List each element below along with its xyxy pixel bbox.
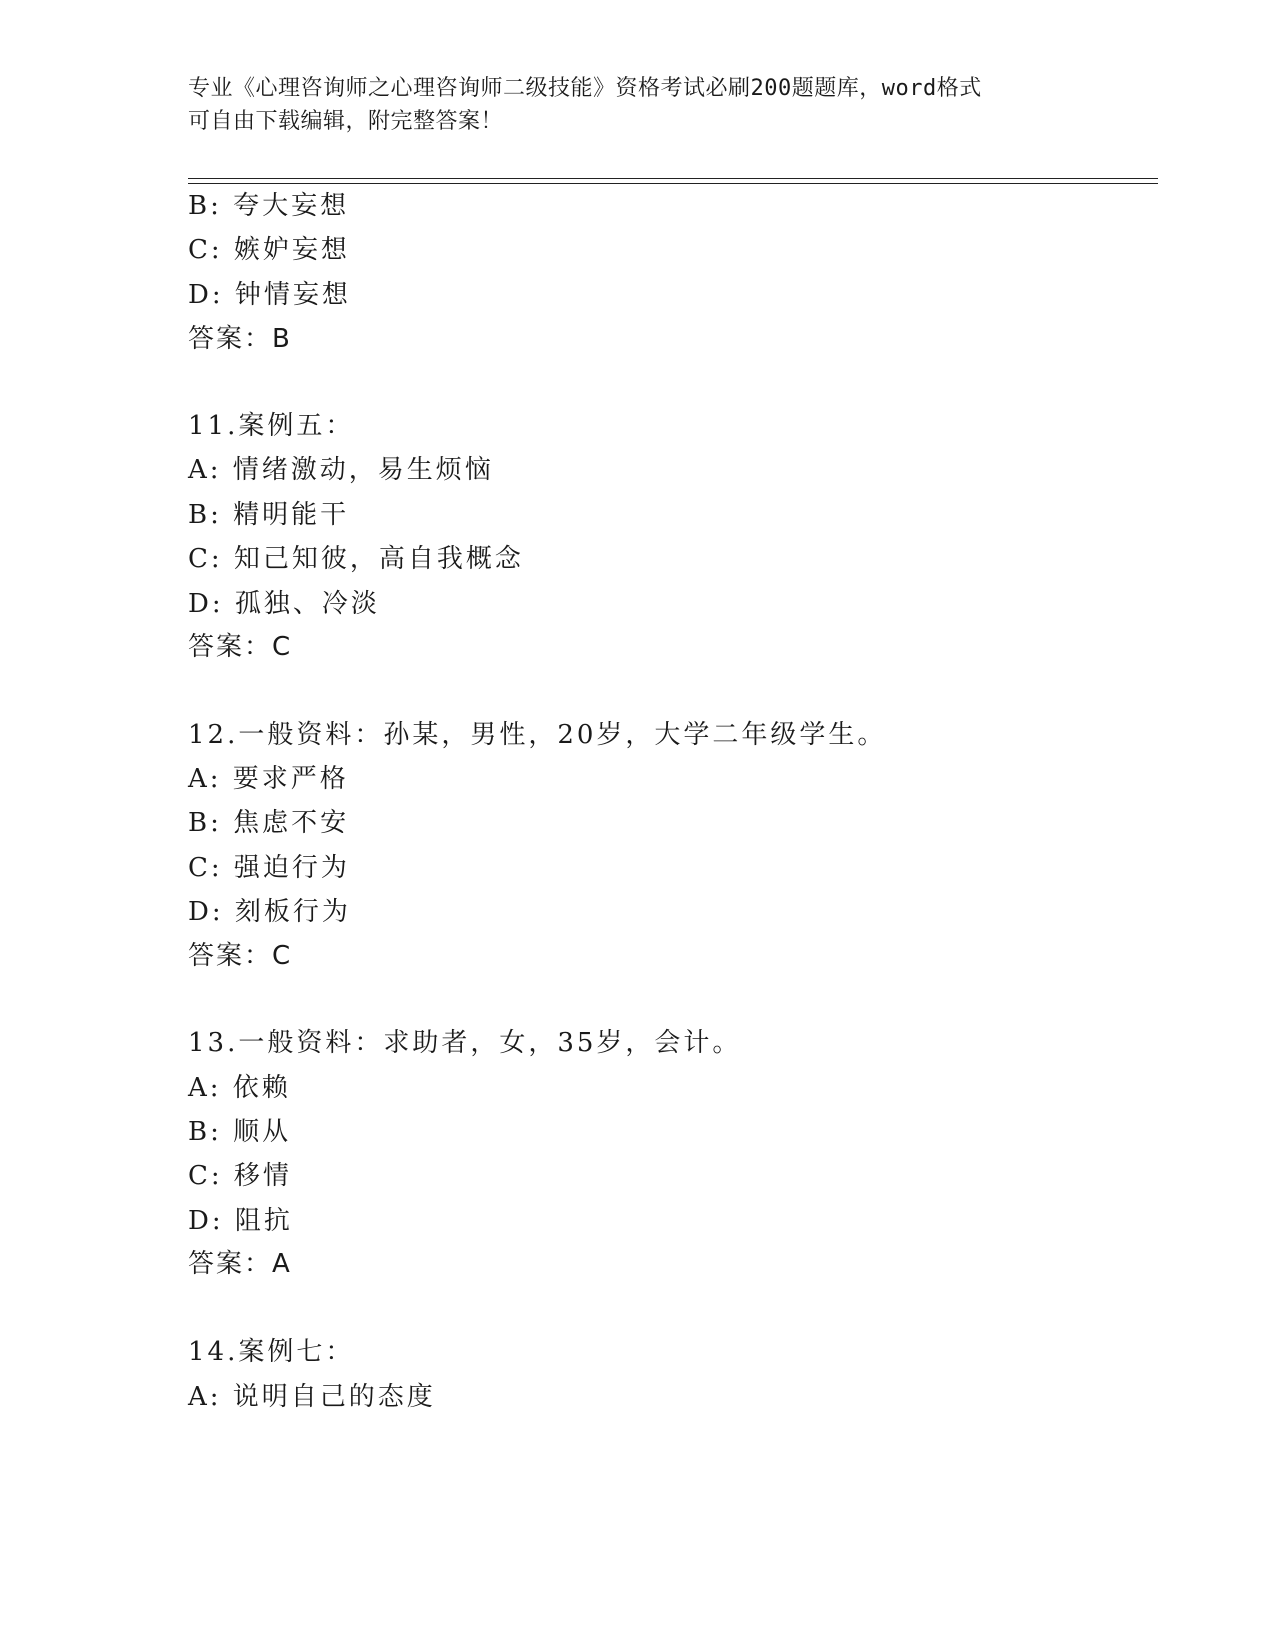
option-b: B: 精明能干 (188, 500, 350, 530)
question-stem-13: 13.一般资料：求助者，女，35岁，会计。 (188, 1028, 742, 1058)
answer-line: 答案：B (188, 324, 292, 354)
question-stem-11: 11.案例五： (188, 411, 355, 441)
option-b: B: 焦虑不安 (188, 808, 350, 838)
answer-line: 答案：A (188, 1249, 292, 1279)
header-divider-top (188, 178, 1158, 179)
option-a: A: 依赖 (188, 1073, 291, 1103)
option-b: B: 顺从 (188, 1117, 292, 1147)
document-header (188, 72, 1088, 138)
option-a: A: 说明自己的态度 (188, 1382, 436, 1412)
option-d: D: 阻抗 (188, 1206, 293, 1236)
question-stem-12: 12.一般资料：孙某，男性，20岁，大学二年级学生。 (188, 720, 887, 750)
option-c: C: 移情 (188, 1161, 292, 1191)
option-c: C: 嫉妒妄想 (188, 235, 350, 265)
option-c: C: 强迫行为 (188, 853, 350, 883)
question-stem-14: 14.案例七： (188, 1337, 355, 1367)
option-c: C: 知己知彼，高自我概念 (188, 544, 524, 574)
option-d: D: 刻板行为 (188, 897, 351, 927)
option-b: B: 夸大妄想 (188, 191, 350, 221)
answer-line: 答案：C (188, 632, 293, 662)
header-line-1: 专业《心理咨询师之心理咨询师二级技能》资格考试必刷200题题库，word格式 (188, 76, 982, 101)
header-divider-bottom (188, 183, 1158, 184)
option-d: D: 钟情妄想 (188, 280, 351, 310)
header-line-2: 可自由下载编辑，附完整答案！ (188, 109, 504, 134)
answer-line: 答案：C (188, 941, 293, 971)
option-a: A: 情绪激动，易生烦恼 (188, 455, 494, 485)
option-a: A: 要求严格 (188, 764, 349, 794)
option-d: D: 孤独、冷淡 (188, 589, 380, 619)
